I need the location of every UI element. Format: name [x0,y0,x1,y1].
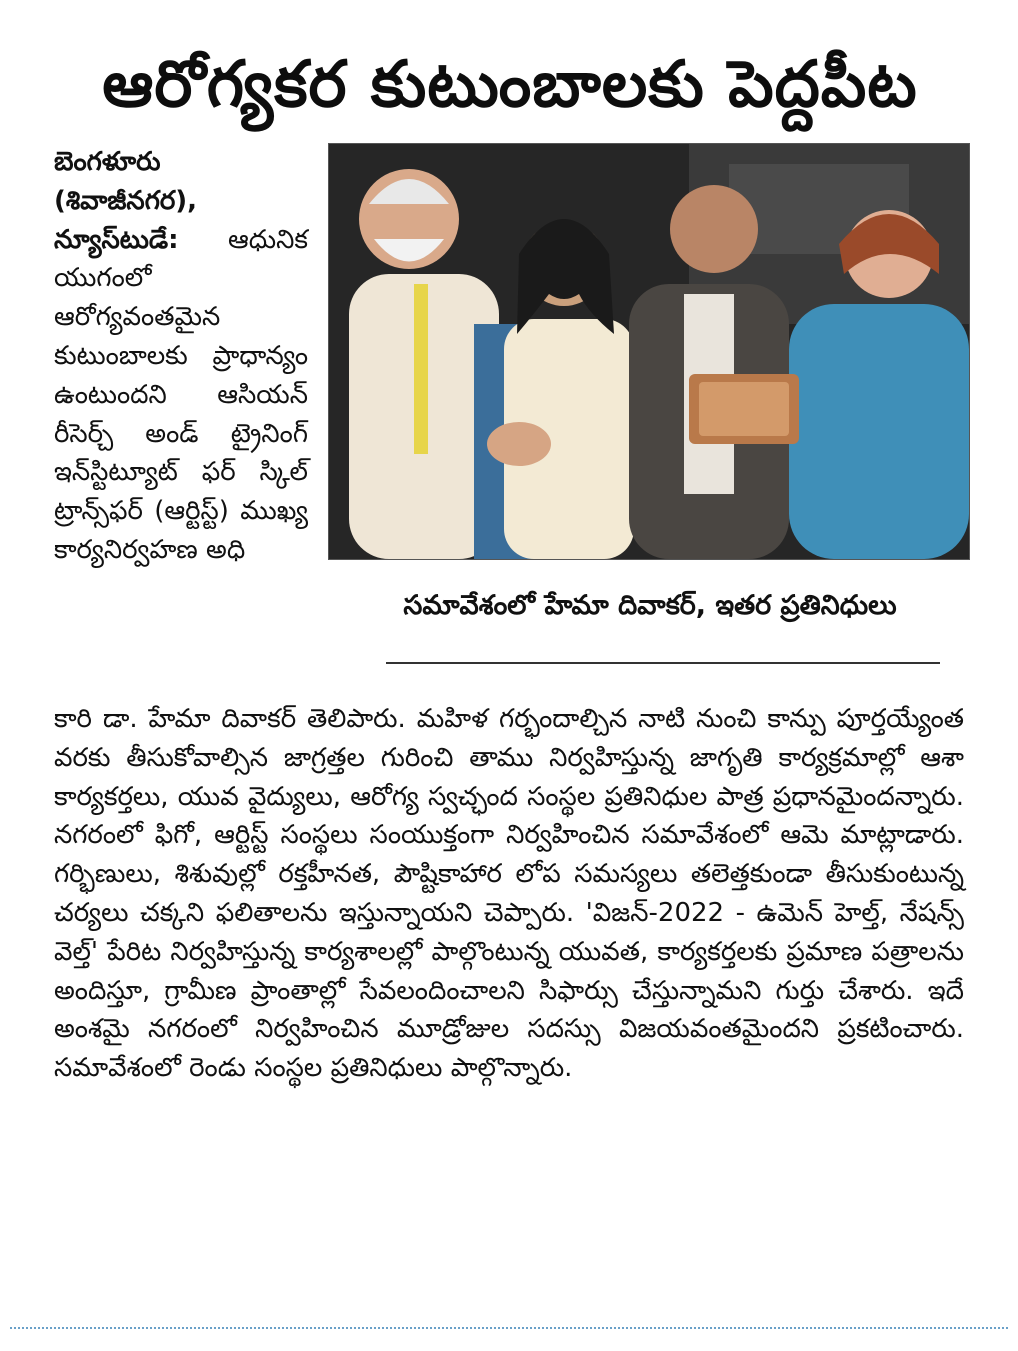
news-photo [328,143,970,560]
photo-caption: సమావేశంలో హేమా దివాకర్, ఇతర ప్రతినిధులు [403,590,897,621]
left-column-text: ఆధునిక యుగంలో ఆరోగ్యవంతమైన కుటుంబాలకు ప్రాధాన్యం ఉంటుందని ఆసియన్ రీసెర్చ్ అండ్ ట్రైనింగ్ ఇన్‌స్టిట్యూట్ ఫర్ స్కిల్ ట్రాన్స్‌ఫర్ (ఆర్టిస్ట్) ముఖ్య కార్యనిర్వహణ అధి [54,224,308,565]
left-column [54,143,308,570]
caption-divider [386,662,940,664]
photo-illustration [329,144,969,559]
article-body: కారి డా. హేమా దివాకర్ తెలిపారు. మహిళ గర్భందాల్చిన నాటి నుంచి కాన్పు పూర్తయ్యేంత వరకు తీసుకోవాల్సిన జాగ్రత్తల గురించి తాము నిర్వహిస్తున్న జాగృతి కార్యక్రమాల్లో ఆశా కార్యకర్తలు, యువ వైద్యులు, ఆరోగ్య స్వచ్ఛంద సంస్థల ప్రతినిధుల పాత్ర ప్రధానమైందన్నారు. నగరంలో ఫిగో, ఆర్టిస్ట్ సంస్థలు సంయుక్తంగా నిర్వహించిన సమావేశంలో ఆమె మాట్లాడారు. గర్భిణులు, శిశువుల్లో రక్తహీనత, పౌష్టికాహార లోప సమస్యలు తలెత్తకుండా తీసుకుంటున్న చర్యలు చక్కని ఫలితాలను ఇస్తున్నాయని చెప్పారు. 'విజన్-2022 - ఉమెన్ హెల్త్, నేషన్స్ వెల్త్' పేరిట నిర్వహిస్తున్న కార్యశాలల్లో పాల్గొంటున్న యువత, కార్యకర్తలకు ప్రమాణ పత్రాలను అందిస్తూ, గ్రామీణ ప్రాంతాల్లో సేవలందించాలని సిఫార్సు చేస్తున్నామని గుర్తు చేశారు. ఇదే అంశమై నగరంలో నిర్వహించిన మూడ్రోజుల సదస్సు విజయవంతమైందని ప్రకటించారు. సమావేశంలో రెండు సంస్థల ప్రతినిధులు పాల్గొన్నారు. [54,704,964,1084]
headline: ఆరోగ్యకర కుటుంబాలకు పెద్దపీట [102,48,918,122]
dateline: బెంగళూరు (శివాజీనగర), న్యూస్‌టుడే: [54,147,198,255]
clipping-edge [10,1327,1008,1329]
